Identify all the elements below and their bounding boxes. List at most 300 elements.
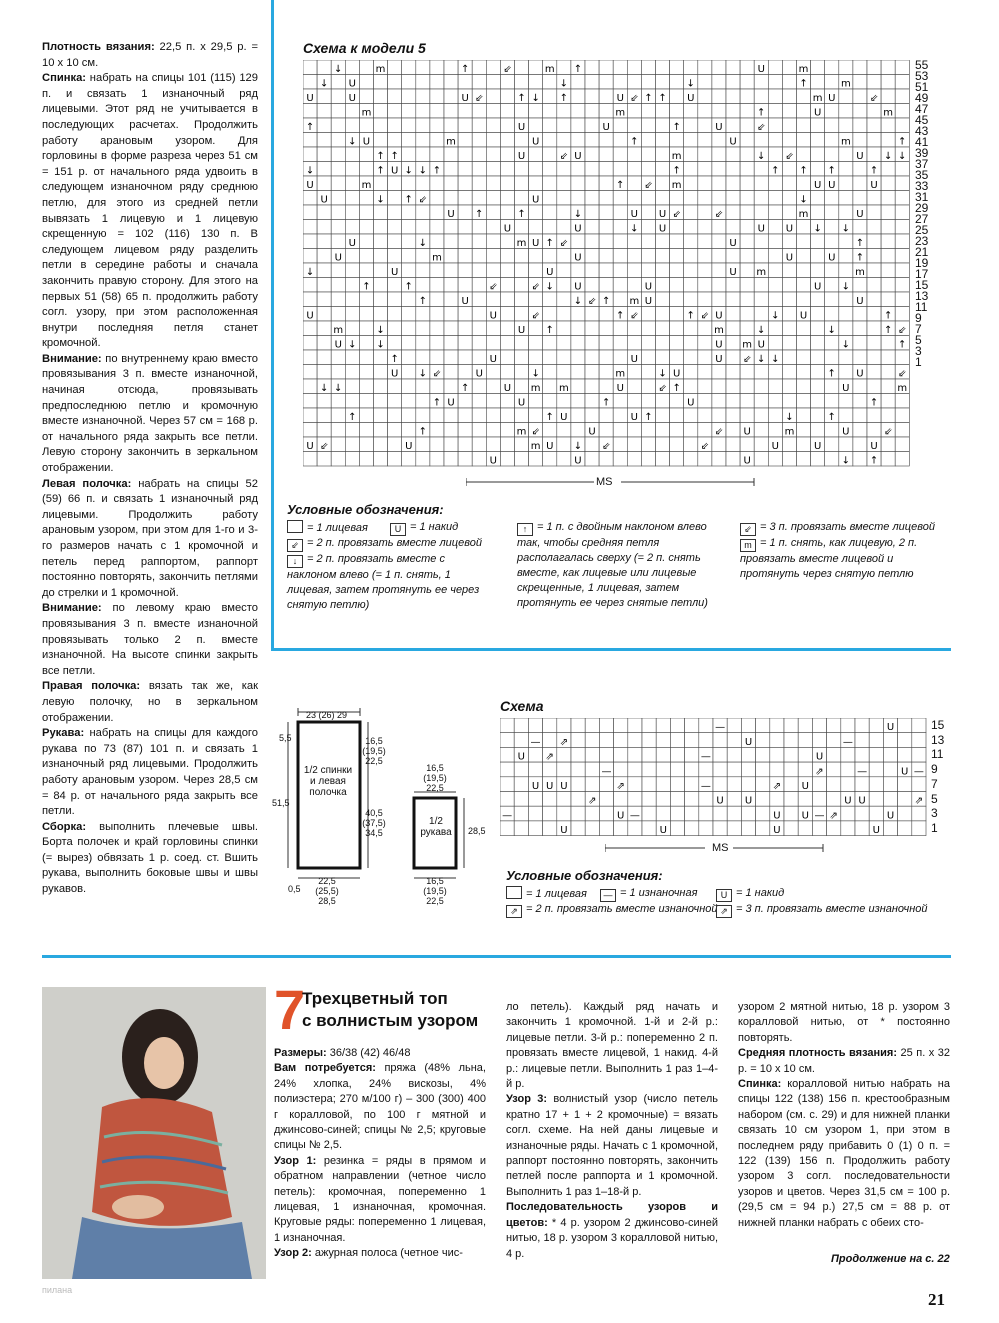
- chart-cell: [543, 792, 557, 807]
- chart-cell: [797, 89, 811, 104]
- row-number: 5: [915, 333, 922, 347]
- chart-cell: [712, 437, 726, 452]
- chart-cell: [797, 263, 811, 278]
- chart-cell: [388, 278, 402, 293]
- chart-cell: [825, 292, 839, 307]
- chart-cell: [359, 162, 373, 177]
- chart-symbol: ↓: [545, 281, 554, 293]
- chart-cell: [797, 408, 811, 423]
- chart-cell: [768, 205, 782, 220]
- paragraph: [42, 40, 258, 71]
- chart-cell: [867, 249, 881, 264]
- chart-cell: [656, 792, 670, 807]
- chart-cell: [529, 176, 543, 191]
- chart-cell: [388, 89, 402, 104]
- row-number: 1: [931, 820, 938, 835]
- chart-cell: [768, 176, 782, 191]
- chart-cell: [571, 89, 585, 104]
- chart-cell: [641, 365, 655, 380]
- chart-cell: [500, 821, 514, 836]
- chart-cell: [472, 452, 486, 467]
- chart-cell: [841, 718, 855, 733]
- chart-cell: [472, 350, 486, 365]
- chart-cell: [359, 365, 373, 380]
- chart2-title: Схема: [500, 698, 544, 714]
- ssk-icon: ↓: [287, 555, 303, 568]
- chart-cell: [641, 104, 655, 119]
- chart-symbol: U: [461, 93, 469, 104]
- chart-cell: [430, 220, 444, 235]
- legend2-text: = 3 п. провязать вместе изнаночной: [736, 903, 928, 915]
- chart-cell: [839, 321, 853, 336]
- chart-cell: [754, 133, 768, 148]
- chart-symbol: U: [517, 151, 526, 162]
- chart-cell: [543, 762, 557, 777]
- chart-cell: [374, 452, 388, 467]
- chart-cell: [458, 249, 472, 264]
- row-number: 15: [931, 718, 945, 732]
- chart-cell: [331, 452, 345, 467]
- chart-cell: [641, 162, 655, 177]
- chart-cell: [883, 792, 897, 807]
- chart-symbol: U: [715, 339, 723, 351]
- chart-cell: [585, 408, 599, 423]
- chart-cell: [855, 777, 869, 792]
- chart-cell: [515, 75, 529, 90]
- chart-cell: [855, 747, 869, 762]
- row-number: 37: [915, 157, 929, 171]
- chart-symbol: ↑: [644, 93, 653, 104]
- chart-cell: [402, 263, 416, 278]
- chart-symbol: U: [842, 426, 850, 438]
- chart-cell: [869, 718, 883, 733]
- paragraph: [506, 1092, 718, 1200]
- chart-cell: [529, 104, 543, 119]
- chart-cell: [684, 60, 698, 75]
- chart-cell: [628, 762, 642, 777]
- chart-cell: [881, 408, 895, 423]
- chart-cell: [317, 118, 331, 133]
- chart-cell: [557, 220, 571, 235]
- chart-symbol: ↓: [686, 78, 695, 90]
- chart-cell: [684, 336, 698, 351]
- chart-cell: [798, 792, 812, 807]
- chart-cell: [740, 365, 754, 380]
- chart-cell: [726, 408, 740, 423]
- chart-cell: [670, 249, 684, 264]
- chart2-ms-label: MS: [712, 842, 729, 854]
- chart-cell: [317, 292, 331, 307]
- chart-cell: [628, 718, 642, 733]
- chart-cell: [331, 292, 345, 307]
- chart-cell: [388, 60, 402, 75]
- chart-cell: [388, 118, 402, 133]
- model-photo: [42, 987, 266, 1279]
- paragraph: [42, 71, 258, 352]
- schematic-right-mid-text: 40,5 (37,5) 34,5: [362, 808, 386, 838]
- chart-symbol: U: [447, 397, 455, 409]
- chart-cell: [698, 249, 712, 264]
- chart-cell: [303, 321, 317, 336]
- chart-cell: [726, 104, 740, 119]
- chart-cell: [571, 747, 585, 762]
- chart-cell: [359, 118, 373, 133]
- paragraph: [42, 601, 258, 679]
- chart-cell: [768, 452, 782, 467]
- chart-cell: [912, 821, 926, 836]
- chart-cell: [430, 176, 444, 191]
- chart-cell: [825, 423, 839, 438]
- chart-cell: [613, 321, 627, 336]
- chart-cell: [881, 162, 895, 177]
- chart-cell: [543, 147, 557, 162]
- chart-cell: [599, 408, 613, 423]
- chart-cell: [430, 118, 444, 133]
- chart-cell: [571, 321, 585, 336]
- row-number: 47: [915, 102, 929, 116]
- chart-cell: [444, 104, 458, 119]
- legend1-item-k3tog: [740, 520, 940, 536]
- chart-cell: [374, 408, 388, 423]
- chart-cell: [656, 234, 670, 249]
- chart-cell: [768, 408, 782, 423]
- chart-symbol: U: [574, 252, 582, 264]
- chart-cell: [374, 263, 388, 278]
- chart-cell: [727, 747, 741, 762]
- chart-cell: [317, 176, 331, 191]
- chart-cell: [444, 263, 458, 278]
- chart-cell: [656, 292, 670, 307]
- chart-cell: [782, 321, 796, 336]
- chart-symbol: U: [813, 107, 822, 119]
- chart-cell: [712, 104, 726, 119]
- chart-cell: [670, 423, 684, 438]
- chart-cell: [374, 75, 388, 90]
- chart-symbol: ⇙: [531, 310, 540, 322]
- chart-cell: [529, 394, 543, 409]
- chart-cell: [684, 278, 698, 293]
- row-number: 25: [915, 223, 929, 237]
- chart-cell: [797, 278, 811, 293]
- chart-cell: [345, 176, 359, 191]
- chart-cell: [628, 821, 642, 836]
- chart-cell: [740, 321, 754, 336]
- chart-cell: [458, 162, 472, 177]
- chart-cell: [444, 147, 458, 162]
- chart-symbol: U: [872, 825, 880, 836]
- chart-symbol: U: [858, 795, 866, 807]
- chart-symbol: —: [814, 810, 825, 822]
- chart-cell: [402, 205, 416, 220]
- chart-symbol: U: [517, 397, 526, 409]
- paragraph-lead: Плотность вязания:: [42, 41, 155, 53]
- schematic-right-top: [362, 736, 386, 766]
- chart-cell: [883, 777, 897, 792]
- paragraph-text: пряжа (48% льна, 24% хлопка, 24% вискозы, 4% полиэстера; 270 м/100 г) – 300 (300) 400 г коралловой, по 100 г мятной и джинсово-синей; спицы № 2,5; круговые спицы № 2,5.: [274, 1062, 486, 1152]
- chart-cell: [770, 747, 784, 762]
- chart-cell: [641, 234, 655, 249]
- chart-cell: [698, 292, 712, 307]
- chart-cell: [416, 350, 430, 365]
- chart-cell: [359, 234, 373, 249]
- chart-cell: [656, 747, 670, 762]
- chart-cell: [811, 249, 825, 264]
- left-instructions: [42, 40, 258, 898]
- chart-cell: [317, 394, 331, 409]
- chart-symbol: ⇙: [672, 209, 681, 220]
- chart-symbol: ↑: [658, 93, 667, 104]
- chart-cell: [430, 452, 444, 467]
- chart-symbol: ⇙: [742, 354, 752, 365]
- chart-cell: [670, 292, 684, 307]
- chart-cell: [895, 278, 909, 293]
- chart-cell: [797, 118, 811, 133]
- chart-symbol: ↓: [305, 165, 315, 177]
- chart-cell: [529, 205, 543, 220]
- paragraph-lead: Внимание:: [42, 352, 102, 365]
- chart-symbol: ⇙: [630, 310, 639, 322]
- chart-cell: [599, 60, 613, 75]
- chart-cell: [515, 408, 529, 423]
- chart-cell: [599, 191, 613, 206]
- chart-cell: [881, 278, 895, 293]
- chart-cell: [867, 191, 881, 206]
- chart-cell: [317, 278, 331, 293]
- chart-cell: [839, 408, 853, 423]
- chart-cell: [585, 205, 599, 220]
- chart-cell: [515, 60, 529, 75]
- chart-symbol: ↓: [376, 339, 385, 351]
- chart-cell: [557, 60, 571, 75]
- chart-cell: [768, 147, 782, 162]
- chart-symbol: —: [700, 751, 711, 763]
- chart-symbol: U: [560, 825, 568, 836]
- chart-symbol: U: [531, 238, 540, 249]
- chart-cell: [768, 75, 782, 90]
- chart-cell: [599, 806, 613, 821]
- chart-symbol: m: [544, 64, 555, 75]
- chart-cell: [784, 777, 798, 792]
- chart-cell: [641, 75, 655, 90]
- chart-cell: [317, 162, 331, 177]
- chart-cell: [867, 133, 881, 148]
- chart-cell: [543, 307, 557, 322]
- row-number: 27: [915, 212, 929, 226]
- chart-cell: [656, 162, 670, 177]
- chart-symbol: ↑: [559, 93, 569, 104]
- chart-symbol: U: [856, 151, 864, 162]
- chart-cell: [345, 292, 359, 307]
- chart-cell: [641, 118, 655, 133]
- chart-symbol: U: [886, 810, 895, 822]
- chart-cell: [895, 249, 909, 264]
- chart-cell: [841, 747, 855, 762]
- chart-symbol: U: [715, 354, 723, 365]
- chart-cell: [345, 249, 359, 264]
- paragraph-lead: Последовательность узоров и цветов:: [506, 1201, 718, 1229]
- chart-cell: [825, 336, 839, 351]
- chart-cell: [500, 118, 514, 133]
- chart-cell: [444, 423, 458, 438]
- chart-cell: [670, 408, 684, 423]
- chart-cell: [839, 162, 853, 177]
- chart-cell: [770, 792, 784, 807]
- chart-cell: [402, 307, 416, 322]
- chart-cell: [571, 806, 585, 821]
- chart-symbol: ↓: [813, 223, 822, 235]
- chart-symbol: U: [306, 180, 314, 191]
- chart-cell: [839, 118, 853, 133]
- chart-cell: [599, 133, 613, 148]
- row-number: 19: [915, 256, 929, 270]
- chart-symbol: ↓: [757, 354, 766, 365]
- chart-cell: [543, 336, 557, 351]
- chart-cell: [782, 307, 796, 322]
- chart-cell: [627, 365, 641, 380]
- chart-cell: [698, 89, 712, 104]
- chart-cell: [741, 747, 755, 762]
- chart-cell: [670, 133, 684, 148]
- chart-cell: [684, 437, 698, 452]
- chart-cell: [557, 176, 571, 191]
- chart-cell: [571, 104, 585, 119]
- chart-cell: [317, 133, 331, 148]
- chart-cell: [825, 437, 839, 452]
- chart-symbol: ↑: [545, 325, 554, 336]
- chart-symbol: ↑: [305, 122, 315, 133]
- chart-symbol: ⇙: [757, 122, 766, 133]
- paragraph-lead: Узор 3:: [506, 1093, 548, 1106]
- chart-cell: [726, 220, 740, 235]
- chart-cell: [317, 147, 331, 162]
- chart-cell: [881, 249, 895, 264]
- chart-cell: [543, 292, 557, 307]
- chart-cell: [670, 60, 684, 75]
- chart-cell: [782, 365, 796, 380]
- chart-symbol: U: [630, 209, 639, 220]
- chart-cell: [812, 718, 826, 733]
- chart-cell: [416, 408, 430, 423]
- chart-cell: [698, 133, 712, 148]
- chart-cell: [754, 162, 768, 177]
- chart-cell: [827, 792, 841, 807]
- chart-symbol: U: [475, 368, 483, 380]
- chart-cell: [867, 205, 881, 220]
- paragraph-text: вязать так же, как левую полочку, но в зеркальном отображении.: [42, 680, 258, 724]
- chart-cell: [895, 220, 909, 235]
- chart-cell: [642, 733, 656, 748]
- chart-cell: [756, 806, 770, 821]
- chart-cell: [756, 718, 770, 733]
- chart-cell: [359, 321, 373, 336]
- chart-cell: [543, 733, 557, 748]
- chart-symbol: ↓: [348, 339, 357, 351]
- chart-cell: [444, 220, 458, 235]
- chart-cell: [699, 806, 713, 821]
- chart-cell: [853, 321, 867, 336]
- chart-cell: [740, 292, 754, 307]
- chart-cell: [515, 104, 529, 119]
- chart-cell: [486, 60, 500, 75]
- chart-cell: [416, 278, 430, 293]
- chart-cell: [529, 321, 543, 336]
- chart-cell: [839, 176, 853, 191]
- chart-symbol: U: [546, 781, 554, 792]
- chart-cell: [430, 336, 444, 351]
- chart-cell: [740, 307, 754, 322]
- chart-cell: [726, 379, 740, 394]
- legend1-text: = 2 п. провязать вместе лицевой: [307, 537, 482, 549]
- chart-cell: [500, 365, 514, 380]
- paragraph-text: ажурная полоса (четное чис-: [311, 1247, 463, 1260]
- chart2-ms-bracket: [605, 844, 825, 854]
- chart-cell: [627, 437, 641, 452]
- chart-cell: [839, 104, 853, 119]
- chart-cell: [881, 118, 895, 133]
- chart-cell: [797, 394, 811, 409]
- chart-cell: [698, 162, 712, 177]
- chart-symbol: ↑: [757, 107, 766, 119]
- chart-cell: [754, 75, 768, 90]
- chart-cell: [458, 321, 472, 336]
- chart-cell: [472, 104, 486, 119]
- chart-cell: [684, 423, 698, 438]
- chart-cell: [853, 278, 867, 293]
- chart-cell: [317, 104, 331, 119]
- chart-cell: [684, 162, 698, 177]
- chart-cell: [740, 75, 754, 90]
- chart-cell: [740, 394, 754, 409]
- chart-cell: [782, 60, 796, 75]
- chart-cell: [317, 408, 331, 423]
- chart-cell: [303, 408, 317, 423]
- chart-cell: [585, 394, 599, 409]
- chart-symbol: m: [558, 383, 569, 394]
- chart-cell: [514, 777, 528, 792]
- chart-symbol: ⇙: [630, 93, 639, 104]
- chart-symbol: U: [744, 736, 753, 748]
- chart-symbol: ↓: [305, 267, 315, 278]
- chart-cell: [641, 147, 655, 162]
- chart-cell: [825, 220, 839, 235]
- chart-symbol: ⇙: [601, 441, 611, 452]
- chart-cell: [754, 423, 768, 438]
- chart-symbol: m: [361, 107, 372, 119]
- chart-cell: [543, 423, 557, 438]
- chart-cell: [303, 191, 317, 206]
- chart-cell: [670, 733, 684, 748]
- chart-cell: [557, 205, 571, 220]
- chart2-row-numbers: [931, 718, 944, 836]
- chart-cell: [331, 133, 345, 148]
- chart-cell: [853, 336, 867, 351]
- chart-symbol: m: [530, 441, 541, 452]
- chart-symbol: ⇙: [531, 426, 540, 438]
- chart-cell: [374, 423, 388, 438]
- chart-cell: [585, 336, 599, 351]
- chart-cell: [416, 205, 430, 220]
- chart-cell: [571, 75, 585, 90]
- row-number: 11: [915, 300, 928, 314]
- chart-cell: [359, 379, 373, 394]
- p3tog-icon: ⇗: [716, 905, 732, 918]
- chart-cell: [898, 718, 912, 733]
- chart-cell: [839, 234, 853, 249]
- chart-cell: [500, 733, 514, 748]
- chart-cell: [557, 423, 571, 438]
- chart-cell: [670, 718, 684, 733]
- chart-symbol: U: [560, 412, 568, 423]
